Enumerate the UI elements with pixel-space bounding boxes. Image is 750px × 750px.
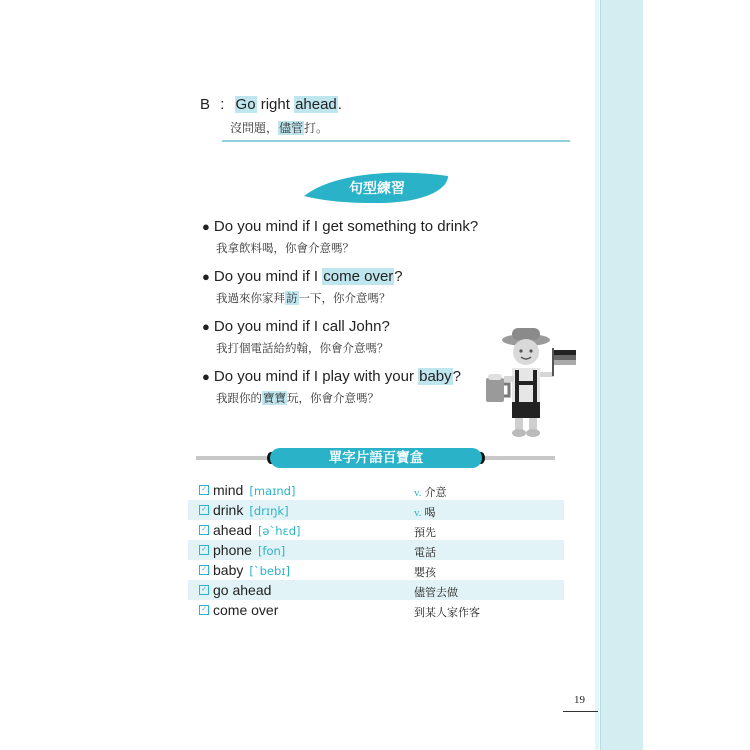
vocab-row [188,580,564,600]
vocab-word: mind [213,482,244,498]
pattern-zh-segment-text: 我跟你的 [216,391,262,405]
pattern-en-segment-text: ? [452,368,461,385]
checkbox-icon[interactable]: ✓ [199,485,209,495]
patterns-heading-badge [302,170,450,204]
vocab-phonetic: [fon] [257,544,286,558]
dialog-segment-text: . [337,96,342,113]
pattern-chinese [216,390,461,406]
pattern-zh-segment-text: 我打個電話給約翰，你會介意嗎？ [216,341,389,355]
vocab-heading: 單字片語百寶盒 [270,448,482,468]
speaker-colon: : [220,96,225,113]
translation-segment-text: 沒問題， [230,121,279,135]
pattern-english [214,318,390,335]
pattern-english [214,218,478,235]
pattern-chinese [216,290,403,306]
vocab-row [188,500,564,520]
vocab-meaning: 到某人家作客 [414,606,480,619]
vocab-meaning: 介意 [424,486,447,499]
vocab-phonetic: [maɪnd] [249,484,296,498]
vocab-meaning: 預先 [414,526,436,539]
divider [222,140,570,142]
pattern-chinese [216,340,390,356]
pattern-en-segment-text: Do you mind if I get something to drink? [213,218,479,235]
dialog-sentence [200,96,342,113]
speaker-label: B [200,96,211,113]
vocab-row [188,540,564,560]
pattern-en-segment-text: ? [394,268,403,285]
vocab-word: drink [213,502,244,518]
pattern-zh-segment-text: 一下，你介意嗎？ [298,291,391,305]
pattern-zh-segment-highlight: 寶寶 [263,391,286,405]
pattern-item [202,268,403,306]
pattern-en-segment-highlight: come over [323,268,394,285]
vocab-word: go ahead [213,582,272,598]
translation-segment-highlight: 儘管 [279,121,304,135]
checkbox-icon[interactable]: ✓ [199,585,209,595]
checkbox-icon[interactable]: ✓ [199,545,209,555]
vocab-meaning: 嬰孩 [414,566,436,579]
translation-segment-text: 打。 [304,121,329,135]
vocab-row [188,600,564,620]
checkbox-icon[interactable]: ✓ [199,605,209,615]
pattern-en-segment-text: Do you mind if I [213,268,323,285]
vocab-part-of-speech: v. [414,507,422,519]
patterns-heading: 句型練習 [349,181,405,197]
dialog-segment-highlight: ahead [295,96,337,113]
pattern-zh-segment-text: 我過來你家拜 [216,291,285,305]
mascot-illustration [482,326,578,442]
pattern-item [202,368,461,406]
vocab-meaning: 電話 [414,546,436,559]
vocab-phonetic: [drɪŋk] [249,504,289,518]
vocab-phonetic: [əˋhɛd] [257,524,301,538]
dialog-segment-text: right [256,96,295,113]
vocab-word: phone [213,542,252,558]
vocab-row [188,520,564,540]
bullet-icon: ● [202,369,210,384]
vocab-word: baby [213,562,244,578]
checkbox-icon[interactable]: ✓ [199,565,209,575]
page-edge-strip [600,0,643,750]
pattern-en-segment-text: Do you mind if I call John? [213,318,390,335]
vocab-word: come over [213,602,279,618]
pattern-chinese [216,240,478,256]
vocab-word: ahead [213,522,252,538]
vocab-row [188,560,564,580]
pattern-en-segment-highlight: baby [419,368,452,385]
page-number-rule [563,711,598,712]
page-number: 19 [574,694,585,706]
dialog-segment-highlight: Go [235,96,256,113]
vocab-part-of-speech: v. [414,487,422,499]
pattern-item [202,218,478,256]
dialog-english [235,96,342,113]
checkbox-icon[interactable]: ✓ [199,525,209,535]
pattern-zh-segment-text: 我拿飲料喝，你會介意嗎？ [216,241,354,255]
vocab-meaning: 喝 [424,506,436,519]
pattern-english [214,268,403,285]
vocab-table [188,480,564,620]
pattern-zh-segment-highlight: 訪 [286,291,298,305]
pattern-item [202,318,390,356]
vocab-phonetic: [ˋbebɪ] [249,564,291,578]
vocab-row [188,480,564,500]
checkbox-icon[interactable]: ✓ [199,505,209,515]
bullet-icon: ● [202,219,210,234]
pattern-en-segment-text: Do you mind if I play with your [213,368,419,385]
pattern-zh-segment-text: 玩，你會介意嗎？ [287,391,379,405]
vocab-meaning: 儘管去做 [414,586,458,599]
pattern-english [214,368,461,385]
bullet-icon: ● [202,269,210,284]
dialog-translation [230,119,328,136]
bullet-icon: ● [202,319,210,334]
